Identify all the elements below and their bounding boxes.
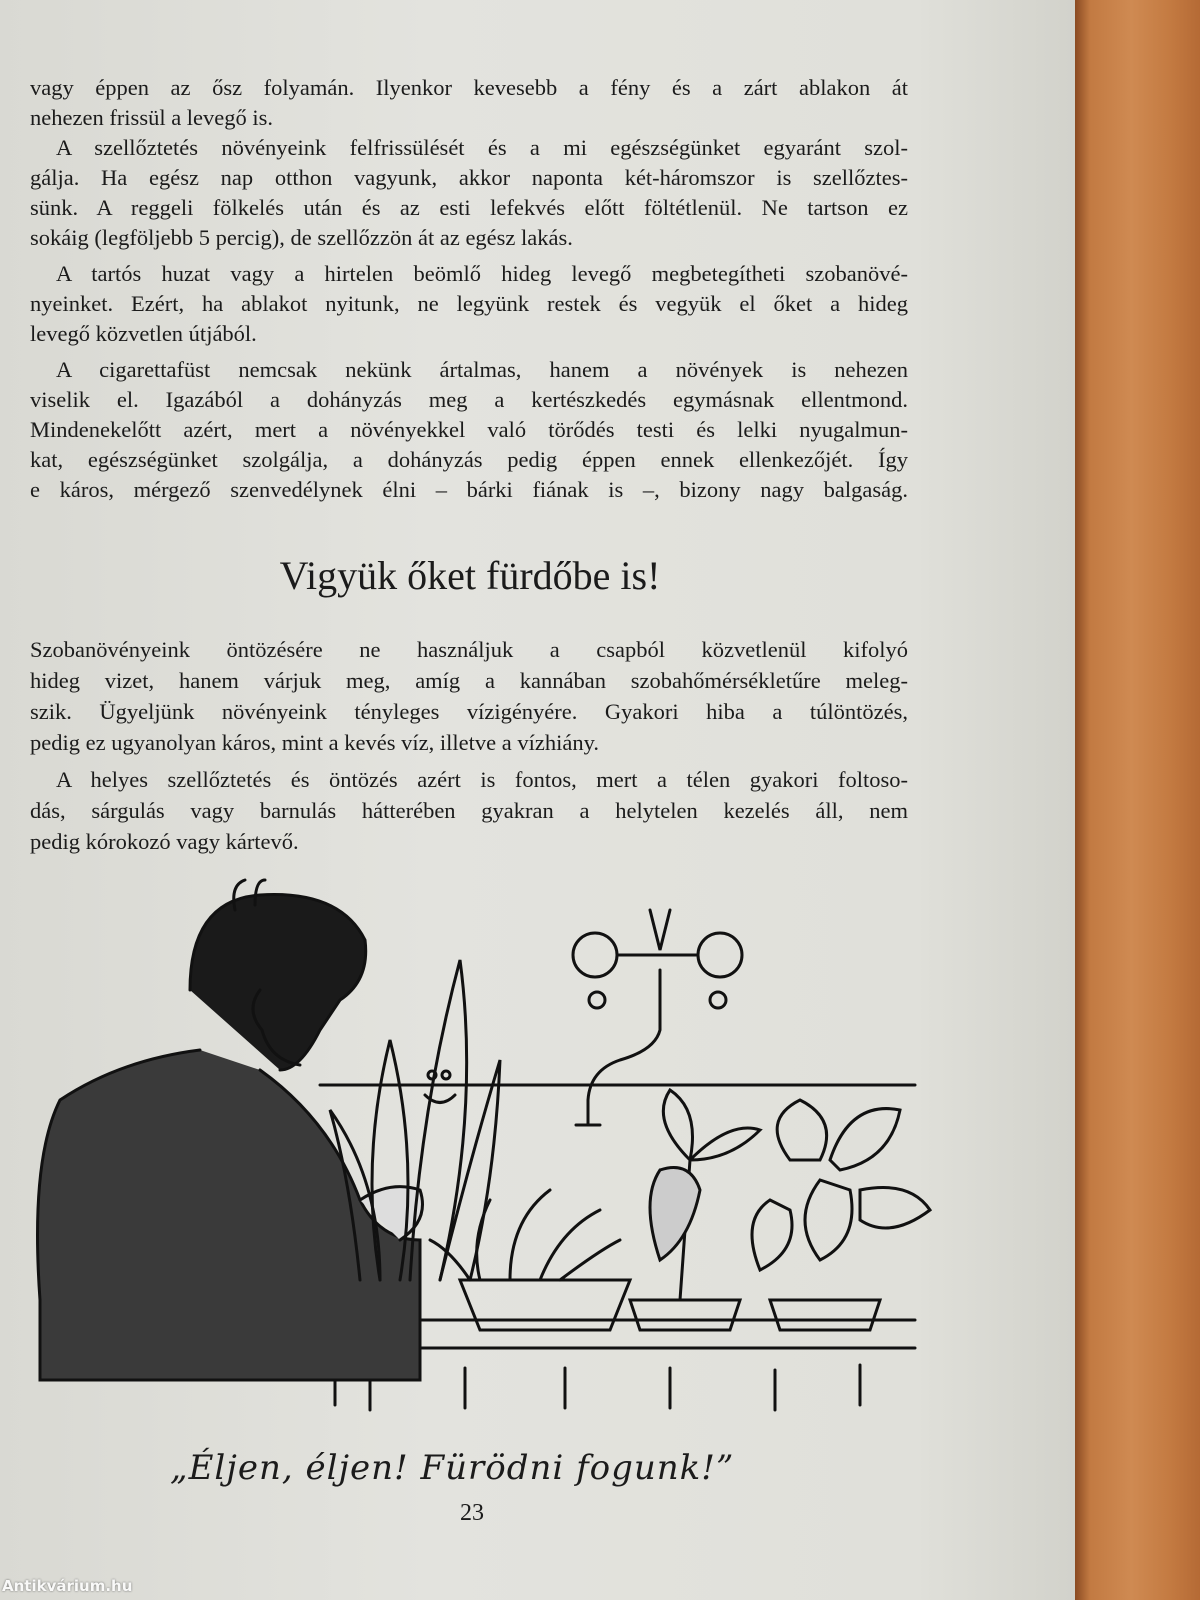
- text-line: levegő közvetlen útjából.: [30, 321, 257, 346]
- handwritten-caption: „Éljen, éljen! Fürödni fogunk!”: [170, 1448, 735, 1488]
- text-line: A tartós huzat vagy a hirtelen beömlő hideg levegő megbetegítheti szobanövé-: [56, 261, 908, 286]
- page-number: 23: [460, 1500, 484, 1526]
- text-line: pedig kórokozó vagy kártevő.: [30, 829, 299, 854]
- text-line: szik. Ügyeljünk növényeink tényleges vízigényére. Gyakori hiba a túlöntözés,: [30, 699, 908, 724]
- snake-plant: [330, 960, 500, 1280]
- text-line: vagy éppen az ősz folyamán. Ilyenkor kevesebb a fény és a zárt ablakon át: [30, 75, 908, 100]
- text-line: pedig ez ugyanolyan káros, mint a kevés víz, illetve a vízhiány.: [30, 730, 599, 755]
- spider-plant: [430, 1190, 630, 1330]
- watermark: Antikvárium.hu: [2, 1577, 133, 1595]
- text-line: A cigarettafüst nemcsak nekünk ártalmas, hanem a növények is nehezen: [56, 357, 908, 382]
- bathtub-illustration: [0, 860, 960, 1460]
- text-line: kat, egészségünket szolgálja, a dohányzás pedig éppen ennek ellenkezőjét. Így: [30, 447, 908, 472]
- text-line: A helyes szellőztetés és öntözés azért is fontos, mert a télen gyakori foltoso-: [56, 767, 908, 792]
- boy-figure: [38, 880, 423, 1380]
- pepper-plant: [630, 1090, 760, 1330]
- text-line: hideg vizet, hanem várjuk meg, amíg a kannában szobahőmérsékletűre meleg-: [30, 668, 908, 693]
- text-line: Mindenekelőtt azért, mert a növényekkel való törődés testi és lelki nyugalmun-: [30, 417, 908, 442]
- text-line: A szellőztetés növényeink felfrissülését és a mi egészségünket egyaránt szol-: [56, 135, 908, 160]
- leafy-plant: [752, 1100, 930, 1330]
- wooden-background: [1075, 0, 1200, 1600]
- text-line: gálja. Ha egész nap otthon vagyunk, akkor naponta két-háromszor is szellőztes-: [30, 165, 908, 190]
- text-line: sünk. A reggeli fölkelés után és az esti lefekvés előtt föltétlenül. Ne tartson ez: [30, 195, 908, 220]
- text-line: sokáig (legföljebb 5 percig), de szellőzzön át az egész lakás.: [30, 225, 573, 250]
- text-line: viselik el. Igazából a dohányzás meg a kertészkedés egymásnak ellentmond.: [30, 387, 908, 412]
- text-line: Szobanövényeink öntözésére ne használjuk a csapból közvetlenül kifolyó: [30, 637, 908, 662]
- text-line: e káros, mérgező szenvedélynek élni – bárki fiának is –, bizony nagy balgaság.: [30, 477, 908, 502]
- body-text-top: [30, 73, 908, 505]
- body-text-bottom: [30, 635, 908, 858]
- text-line: nehezen frissül a levegő is.: [30, 105, 274, 130]
- text-line: dás, sárgulás vagy barnulás hátterében gyakran a helytelen kezelés áll, nem: [30, 798, 908, 823]
- text-line: nyeinket. Ezért, ha ablakot nyitunk, ne legyünk restek és vegyük el őket a hideg: [30, 291, 908, 316]
- section-heading: Vigyük őket fürdőbe is!: [279, 553, 661, 598]
- faucet-icon: [573, 910, 742, 1125]
